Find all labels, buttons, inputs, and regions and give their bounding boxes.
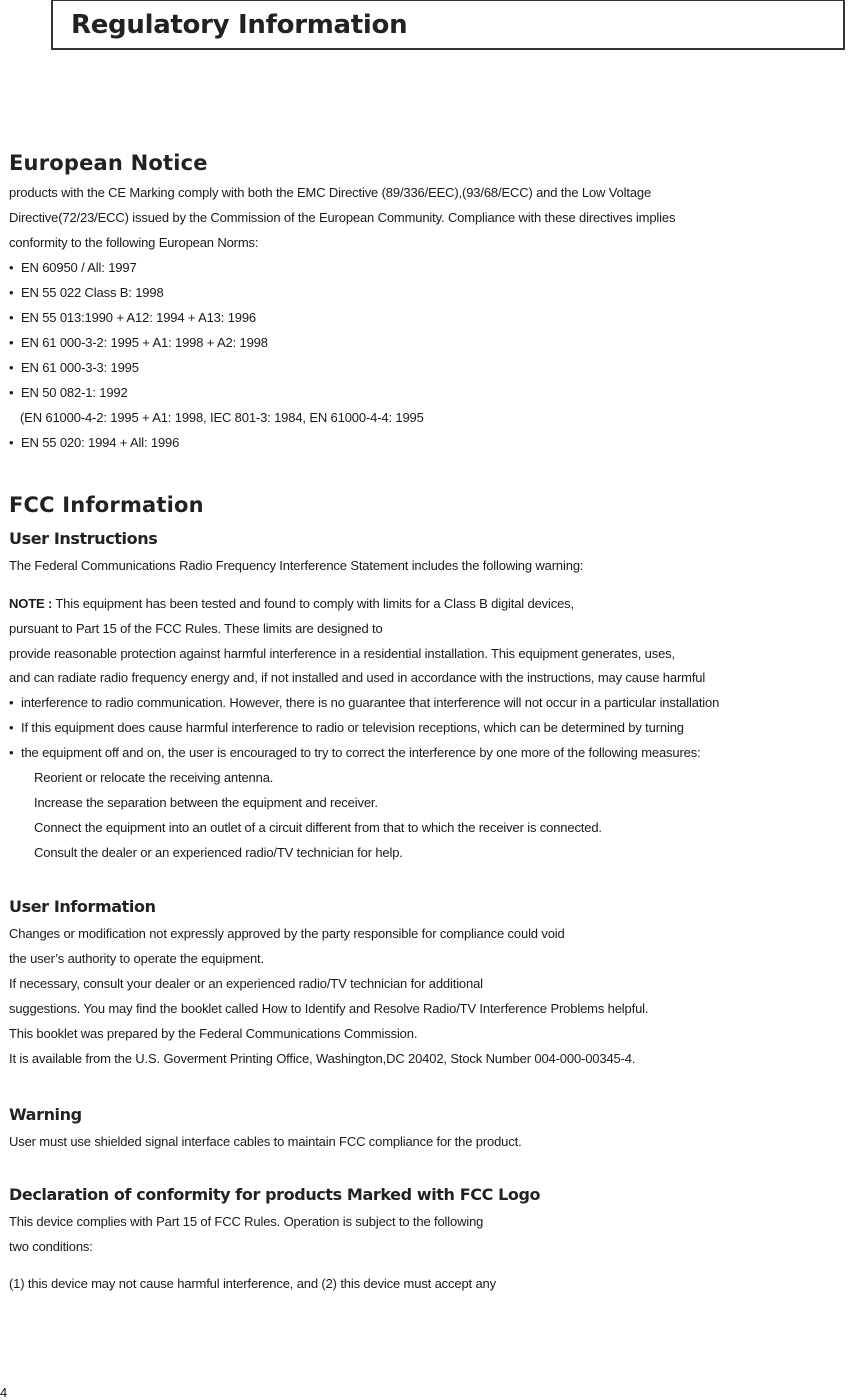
measure-item: Connect the equipment into an outlet of a circuit different from that to which the receiver is connected. bbox=[34, 820, 602, 835]
note-line: pursuant to Part 15 of the FCC Rules. These limits are designed to bbox=[9, 621, 383, 636]
warning-heading: Warning bbox=[9, 1105, 82, 1124]
norm-item: • EN 61 000-3-2: 1995 + A1: 1998 + A2: 1998 bbox=[9, 335, 268, 350]
measure-item: Consult the dealer or an experienced radio/TV technician for help. bbox=[34, 845, 403, 860]
warning-text: User must use shielded signal interface cables to maintain FCC compliance for the product. bbox=[9, 1134, 522, 1149]
user-information-line: It is available from the U.S. Goverment Printing Office, Washington,DC 20402, Stock Number 004-000-00345-4. bbox=[9, 1051, 636, 1066]
note-line: provide reasonable protection against harmful interference in a residential installation. This equipment generates, uses, bbox=[9, 646, 675, 661]
european-intro-line: Directive(72/23/ECC) issued by the Commission of the European Community. Compliance with these directives implies bbox=[9, 210, 676, 225]
declaration-line: This device complies with Part 15 of FCC Rules. Operation is subject to the following bbox=[9, 1214, 484, 1229]
note-bullet: • interference to radio communication. However, there is no guarantee that interference will not occur in a particular installation bbox=[9, 695, 719, 710]
declaration-heading: Declaration of conformity for products Marked with FCC Logo bbox=[9, 1185, 541, 1204]
european-notice-heading: European Notice bbox=[9, 151, 208, 175]
european-intro-line: conformity to the following European Norms: bbox=[9, 235, 259, 250]
note-line: and can radiate radio frequency energy and, if not installed and used in accordance with the instructions, may cause harmful bbox=[9, 670, 706, 685]
user-information-heading: User Information bbox=[9, 897, 156, 916]
page-number: 4 bbox=[0, 1385, 8, 1400]
norm-item: • EN 55 013:1990 + A12: 1994 + A13: 1996 bbox=[9, 310, 256, 325]
measure-item: Reorient or relocate the receiving antenna. bbox=[34, 770, 274, 785]
european-intro-line: products with the CE Marking comply with both the EMC Directive (89/336/EEC),(93/68/ECC) and the Low Voltage bbox=[9, 185, 652, 200]
fcc-statement: The Federal Communications Radio Frequency Interference Statement includes the following warning: bbox=[9, 558, 584, 573]
note-text: This equipment has been tested and found to comply with limits for a Class B digital devices, bbox=[55, 596, 574, 611]
norm-item: • EN 60950 / All: 1997 bbox=[9, 260, 137, 275]
norm-item: • EN 55 020: 1994 + All: 1996 bbox=[9, 435, 179, 450]
measure-item: Increase the separation between the equipment and receiver. bbox=[34, 795, 378, 810]
user-information-line: If necessary, consult your dealer or an experienced radio/TV technician for additional bbox=[9, 976, 483, 991]
note-line bbox=[9, 596, 574, 611]
header-banner bbox=[51, 0, 845, 50]
norm-item: • EN 61 000-3-3: 1995 bbox=[9, 360, 139, 375]
norm-item: • EN 50 082-1: 1992 bbox=[9, 385, 128, 400]
fcc-information-heading: FCC Information bbox=[9, 493, 204, 517]
note-label: NOTE : bbox=[9, 596, 53, 611]
user-information-line: Changes or modification not expressly approved by the party responsible for compliance could void bbox=[9, 926, 565, 941]
user-information-line: suggestions. You may find the booklet called How to Identify and Resolve Radio/TV Interference Problems helpful. bbox=[9, 1001, 649, 1016]
user-information-line: the user’s authority to operate the equipment. bbox=[9, 951, 264, 966]
user-instructions-heading: User Instructions bbox=[9, 529, 158, 548]
note-bullet: • the equipment off and on, the user is encouraged to try to correct the interference by one more of the following measures: bbox=[9, 745, 701, 760]
norm-item: • EN 55 022 Class B: 1998 bbox=[9, 285, 164, 300]
norm-subitem: (EN 61000-4-2: 1995 + A1: 1998, IEC 801-3: 1984, EN 61000-4-4: 1995 bbox=[20, 410, 424, 425]
page-title: Regulatory Information bbox=[71, 10, 408, 40]
declaration-line: (1) this device may not cause harmful interference, and (2) this device must accept any bbox=[9, 1276, 496, 1291]
note-bullet: • If this equipment does cause harmful interference to radio or television receptions, which can be determined by turning bbox=[9, 720, 684, 735]
user-information-line: This booklet was prepared by the Federal Communications Commission. bbox=[9, 1026, 418, 1041]
declaration-line: two conditions: bbox=[9, 1239, 93, 1254]
